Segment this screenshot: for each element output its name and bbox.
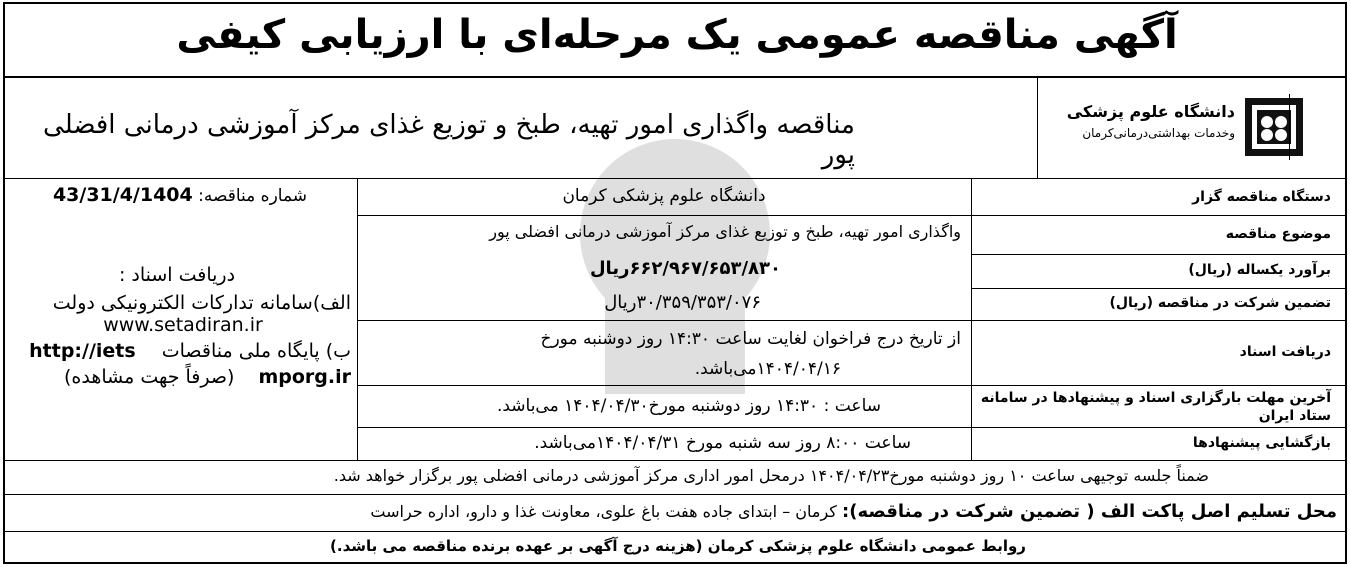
- row-label-organizer: دستگاه مناقصه گزار: [1192, 189, 1331, 205]
- row-label-estimate: برآورد یکساله (ریال): [1188, 262, 1331, 278]
- row-value-deadline: ساعت : ۱۴:۳۰ روز دوشنبه مورخ۱۴۰۴/۰۴/۳۰ می‌باشد.: [496, 396, 881, 416]
- documents-line-b: ب) پایگاه ملی مناقصات: [161, 340, 351, 362]
- divider: [5, 178, 1345, 179]
- row-label-guarantee: تضمین شرکت در مناقصه (ریال): [1109, 295, 1331, 311]
- row-value-documents-line1: از تاریخ درج فراخوان لغایت ساعت ۱۴:۳۰ روز دوشنبه مورخ: [540, 329, 961, 349]
- row-value-subject: واگذاری امور تهیه، طبخ و توزیع غذای مرکز آموزشی درمانی افضلی پور: [489, 222, 961, 241]
- divider: [971, 288, 1345, 289]
- document-channels: [15, 220, 351, 458]
- row-label-deadline: آخرین مهلت بارگزاری اسناد و پیشنهادها در سامانه ستاد ایران: [980, 390, 1331, 424]
- setadiran-link[interactable]: www.setadiran.ir: [103, 314, 263, 336]
- row-value-estimate: ۶۶۲/۹۶۷/۶۵۳/۸۳۰ریال: [589, 258, 781, 279]
- documents-heading: دریافت اسناد :: [118, 264, 236, 286]
- row-label-documents: دریافت اسناد: [1239, 344, 1331, 360]
- notice-frame: [3, 2, 1347, 564]
- delivery-value: کرمان – ابتدای جاده هفت باغ علوی، معاونت غذا و دارو، اداره حراست: [370, 502, 837, 521]
- tender-number-value: 43/31/4/1404: [52, 184, 193, 206]
- divider: [5, 531, 1345, 532]
- delivery-label: محل تسلیم اصل پاکت الف ( تضمین شرکت در مناقصه):: [842, 501, 1337, 522]
- row-value-documents-line2: ۱۴۰۴/۰۴/۱۶می‌باشد.: [694, 359, 841, 379]
- divider: [971, 178, 972, 460]
- row-label-opening: بازگشایی پیشنهادها: [1192, 435, 1331, 451]
- footer-note: روابط عمومی دانشگاه علوم پزشکی کرمان (هزینه درج آگهی بر عهده برنده مناقصه می باشد.): [330, 537, 1026, 555]
- divider: [357, 385, 1345, 386]
- divider: [357, 427, 1345, 428]
- row-value-opening: ساعت ۸:۰۰ روز سه شنبه مورخ ۱۴۰۴/۰۴/۳۱می‌باشد.: [534, 433, 911, 453]
- tender-number-label: شماره مناقصه:: [198, 186, 308, 206]
- divider: [357, 215, 1345, 216]
- iets-link-part1[interactable]: http://iets: [29, 340, 136, 362]
- divider: [1289, 94, 1290, 160]
- documents-line-a: الف)سامانه تدارکات الکترونیکی دولت: [52, 292, 351, 314]
- divider: [5, 76, 1345, 78]
- divider: [357, 320, 1345, 321]
- divider: [5, 460, 1345, 461]
- subject-heading: مناقصه واگذاری امور تهیه، طبخ و توزیع غذای مرکز آموزشی درمانی افضلی پور: [43, 110, 855, 170]
- tender-number: [15, 184, 345, 206]
- university-subtitle: وخدمات بهداشتی‌درمانی‌کرمان: [1082, 126, 1235, 140]
- iets-link-part2[interactable]: mporg.ir: [258, 366, 351, 388]
- notice-title: آگهی مناقصه عمومی یک مرحله‌ای با ارزیابی کیفی: [176, 12, 1178, 58]
- divider: [5, 494, 1345, 495]
- row-value-guarantee: ۳۰/۳۵۹/۳۵۳/۰۷۶ریال: [604, 292, 761, 313]
- university-name: دانشگاه علوم پزشکی: [1066, 102, 1235, 121]
- delivery-location: [19, 501, 1337, 522]
- row-value-organizer: دانشگاه علوم پزشکی کرمان: [562, 186, 766, 206]
- view-only-note: (صرفاً جهت مشاهده): [64, 366, 235, 388]
- divider: [971, 254, 1345, 255]
- briefing-note: ضمناً جلسه توجیهی ساعت ۱۰ روز دوشنبه مورخ۱۴۰۴/۰۴/۲۳ درمحل امور اداری مرکز آموزشی درمانی افضلی پور برگزار خواهد شد.: [333, 466, 1209, 485]
- divider: [357, 178, 358, 460]
- university-logo: [1243, 96, 1305, 158]
- row-label-subject: موضوع مناقصه: [1225, 226, 1331, 242]
